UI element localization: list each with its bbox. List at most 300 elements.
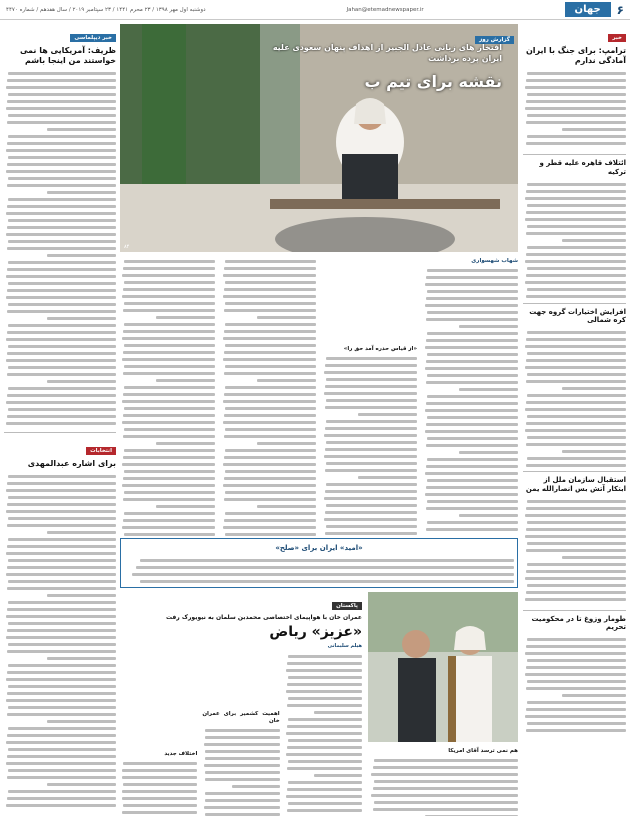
text-line	[326, 441, 417, 444]
text-line	[527, 500, 626, 503]
text-line	[374, 780, 518, 783]
text-line	[427, 311, 518, 314]
text-line	[526, 338, 626, 341]
text-line	[525, 107, 626, 110]
lower-col-1	[285, 651, 362, 816]
text-line	[526, 591, 626, 594]
text-line	[123, 477, 215, 480]
text-line	[7, 289, 116, 292]
text-line	[204, 743, 280, 746]
text-line	[124, 260, 215, 263]
text-line	[47, 783, 116, 786]
text-line	[224, 456, 316, 459]
left-tag-1: خبر دیپلماسی	[70, 34, 116, 42]
text-line	[425, 409, 518, 412]
text-line	[6, 804, 116, 807]
text-line	[224, 288, 316, 291]
article-byline: شهاب شهسواری	[471, 258, 518, 264]
text-line	[7, 650, 116, 653]
text-line	[326, 420, 417, 423]
text-line	[6, 86, 116, 89]
text-line	[562, 128, 626, 131]
text-line	[8, 559, 116, 562]
text-line	[427, 332, 518, 335]
text-line	[526, 464, 626, 467]
text-line	[527, 352, 626, 355]
lower-headline-2: «عزیز» ریاض	[269, 623, 362, 640]
text-line	[7, 310, 116, 313]
text-line	[224, 435, 316, 438]
info-box-title: «امید» ایران برای «صلح»	[275, 544, 363, 552]
text-line	[425, 430, 518, 433]
text-line	[526, 687, 626, 690]
text-line	[123, 435, 215, 438]
text-line	[223, 484, 316, 487]
text-line	[525, 535, 626, 538]
right-body-1	[523, 68, 626, 150]
text-line	[527, 659, 626, 662]
text-line	[325, 427, 417, 430]
text-line	[526, 121, 626, 124]
article-col-4	[120, 256, 215, 536]
text-line	[325, 385, 417, 388]
text-line	[324, 518, 417, 521]
text-line	[156, 505, 215, 508]
article-col-1	[423, 256, 518, 536]
text-line	[286, 753, 362, 756]
text-line	[122, 790, 197, 793]
text-line	[223, 421, 316, 424]
text-line	[527, 246, 626, 249]
text-line	[8, 517, 116, 520]
text-line	[527, 394, 626, 397]
text-line	[6, 762, 116, 765]
text-line	[7, 797, 116, 800]
text-line	[358, 476, 417, 479]
text-line	[373, 766, 519, 769]
text-line	[373, 808, 519, 811]
text-line	[425, 472, 518, 475]
text-line	[288, 718, 362, 721]
text-line	[122, 400, 215, 403]
text-line	[156, 316, 215, 319]
main-column	[120, 24, 518, 816]
top-bar	[0, 0, 630, 20]
text-line	[124, 491, 215, 494]
text-line	[132, 573, 514, 576]
text-line	[123, 309, 215, 312]
text-line	[223, 274, 316, 277]
text-line	[526, 79, 626, 82]
right-body-2	[523, 179, 626, 299]
text-line	[426, 507, 518, 510]
text-line	[8, 72, 116, 75]
hero-headline: نقشه برای تیم ب	[364, 72, 502, 91]
text-line	[123, 456, 215, 459]
text-line	[374, 759, 518, 762]
hero-caption: ۸۴	[124, 244, 130, 250]
section-label: جهان	[565, 2, 611, 17]
text-line	[257, 442, 316, 445]
text-line	[7, 142, 116, 145]
text-line	[286, 690, 362, 693]
lower-headline-1: عمران خان با هواپیمای اختصاصی محمدبن سلمان به نیویورک رفت	[166, 614, 362, 621]
text-line	[225, 365, 316, 368]
right-body-4	[523, 496, 626, 606]
text-line	[224, 393, 316, 396]
text-line	[122, 769, 197, 772]
text-line	[6, 636, 116, 639]
text-line	[123, 267, 215, 270]
text-line	[124, 302, 215, 305]
text-line	[225, 470, 316, 473]
text-line	[6, 422, 116, 425]
text-line	[8, 177, 116, 180]
text-line	[526, 528, 626, 531]
text-line	[124, 281, 215, 284]
text-line	[122, 421, 215, 424]
text-line	[123, 351, 215, 354]
text-line	[224, 519, 316, 522]
text-line	[205, 792, 279, 795]
text-line	[7, 776, 116, 779]
text-line	[7, 566, 116, 569]
text-line	[7, 163, 116, 166]
text-line	[324, 455, 417, 458]
lower-byline: هیلم سلیمانی	[327, 643, 362, 649]
text-line	[6, 275, 116, 278]
text-line	[6, 552, 116, 555]
text-line	[7, 268, 116, 271]
left-column	[4, 24, 116, 816]
text-line	[8, 387, 116, 390]
text-line	[426, 402, 518, 405]
text-line	[426, 444, 518, 447]
text-line	[225, 344, 316, 347]
text-line	[324, 434, 417, 437]
text-line	[140, 559, 514, 562]
text-line	[47, 380, 116, 383]
text-line	[47, 254, 116, 257]
text-line	[8, 664, 116, 667]
text-line	[123, 330, 215, 333]
text-line	[459, 325, 518, 328]
text-line	[6, 741, 116, 744]
text-line	[427, 269, 518, 272]
text-line	[427, 416, 518, 419]
text-line	[526, 729, 626, 732]
text-line	[287, 788, 362, 791]
text-line	[223, 526, 316, 529]
article-col-2	[322, 256, 417, 536]
text-line	[8, 303, 116, 306]
text-line	[8, 475, 116, 478]
text-line	[526, 100, 626, 103]
text-line	[8, 643, 116, 646]
text-line	[427, 395, 518, 398]
text-line	[7, 184, 116, 187]
text-line	[287, 746, 362, 749]
text-line	[122, 463, 215, 466]
text-line	[6, 107, 116, 110]
text-line	[123, 762, 197, 765]
text-line	[122, 337, 215, 340]
article-subhead: «از قیاس حذره آمد حق را»	[343, 346, 417, 352]
text-line	[287, 725, 362, 728]
text-line	[122, 484, 215, 487]
text-line	[47, 317, 116, 320]
text-line	[426, 528, 518, 531]
text-line	[225, 323, 316, 326]
text-line	[7, 503, 116, 506]
text-line	[8, 261, 116, 264]
text-line	[373, 787, 519, 790]
text-line	[6, 615, 116, 618]
lower-story	[120, 592, 362, 816]
text-line	[286, 795, 362, 798]
text-line	[525, 197, 626, 200]
text-line	[257, 505, 316, 508]
text-line	[314, 711, 362, 714]
text-line	[224, 414, 316, 417]
text-line	[47, 191, 116, 194]
lower-sub-1: اهمیت کشمیر برای عمران خان	[202, 711, 280, 724]
text-line	[7, 205, 116, 208]
left-headline-2: برای اشاره عبدالمهدی	[27, 459, 116, 468]
right-headline-3: افزایش اختیارات گروه جهت کره شمالی	[529, 307, 626, 325]
text-line	[223, 295, 316, 298]
text-line	[123, 372, 215, 375]
text-line	[426, 318, 518, 321]
text-line	[425, 815, 518, 816]
text-line	[314, 774, 362, 777]
text-line	[124, 344, 215, 347]
text-line	[257, 316, 316, 319]
text-line	[426, 360, 518, 363]
text-line	[8, 748, 116, 751]
text-line	[325, 490, 417, 493]
text-line	[224, 309, 316, 312]
text-line	[527, 135, 626, 138]
text-line	[224, 372, 316, 375]
left-tag-2: انتخابات	[86, 447, 116, 455]
text-line	[124, 407, 215, 410]
text-line	[124, 449, 215, 452]
text-line	[427, 374, 518, 377]
text-line	[427, 458, 518, 461]
text-line	[326, 525, 417, 528]
email[interactable]: Jahan@etemadnewspaper.ir	[346, 6, 424, 13]
text-line	[371, 794, 518, 797]
text-line	[288, 802, 362, 805]
text-line	[427, 437, 518, 440]
text-line	[525, 218, 626, 221]
text-line	[526, 443, 626, 446]
text-line	[123, 783, 197, 786]
text-line	[6, 233, 116, 236]
text-line	[7, 587, 116, 590]
text-line	[288, 655, 362, 658]
hero-photo	[120, 24, 518, 252]
text-line	[224, 477, 316, 480]
text-line	[7, 247, 116, 250]
text-line	[525, 281, 626, 284]
text-line	[8, 685, 116, 688]
text-line	[225, 512, 316, 515]
text-line	[526, 253, 626, 256]
lower-sub-2: اختلاف جدید	[164, 751, 198, 757]
text-line	[123, 288, 215, 291]
text-line	[123, 393, 215, 396]
text-line	[326, 504, 417, 507]
text-line	[7, 692, 116, 695]
text-line	[6, 170, 116, 173]
text-line	[8, 580, 116, 583]
text-line	[425, 367, 518, 370]
text-line	[527, 288, 626, 291]
text-line	[225, 302, 316, 305]
hero-subhead: افتخار های زبانی عادل الجبیر از اهداف پنهان سعودی علیه ایران پرده برداشت	[272, 43, 502, 64]
text-line	[6, 149, 116, 152]
text-line	[7, 671, 116, 674]
text-line	[8, 282, 116, 285]
text-line	[526, 549, 626, 552]
lower-photo-art	[368, 592, 518, 742]
text-line	[7, 226, 116, 229]
text-line	[525, 366, 626, 369]
text-line	[124, 365, 215, 368]
text-line	[527, 701, 626, 704]
right-body-5	[523, 634, 626, 734]
text-line	[286, 669, 362, 672]
text-line	[6, 510, 116, 513]
text-line	[223, 337, 316, 340]
text-line	[527, 680, 626, 683]
text-line	[7, 331, 116, 334]
text-line	[224, 351, 316, 354]
text-line	[526, 708, 626, 711]
text-line	[325, 364, 417, 367]
text-line	[8, 198, 116, 201]
text-line	[8, 135, 116, 138]
right-headline-4: استقبال سازمان ملل از ابتکار آتش بس انصارالله یمن	[525, 476, 626, 493]
text-line	[526, 507, 626, 510]
text-line	[6, 489, 116, 492]
text-line	[427, 353, 518, 356]
text-line	[124, 533, 215, 536]
text-line	[7, 79, 116, 82]
text-line	[8, 366, 116, 369]
text-line	[6, 296, 116, 299]
text-line	[8, 408, 116, 411]
text-line	[427, 290, 518, 293]
text-line	[224, 498, 316, 501]
text-line	[7, 734, 116, 737]
text-line	[526, 359, 626, 362]
text-line	[7, 394, 116, 397]
text-line	[426, 465, 518, 468]
text-line	[6, 359, 116, 362]
text-line	[124, 512, 215, 515]
text-line	[6, 573, 116, 576]
text-line	[526, 142, 626, 145]
text-line	[526, 295, 626, 298]
text-line	[527, 72, 626, 75]
text-line	[124, 428, 215, 431]
text-line	[525, 408, 626, 411]
text-line	[7, 482, 116, 485]
text-line	[6, 338, 116, 341]
text-line	[136, 566, 514, 569]
text-line	[288, 781, 362, 784]
text-line	[8, 601, 116, 604]
info-box	[120, 538, 518, 588]
text-line	[526, 422, 626, 425]
text-line	[205, 736, 280, 739]
right-headline-1: ترامپ: برای جنگ با ایران آمادگی ندارم	[525, 46, 626, 65]
text-line	[287, 809, 362, 812]
text-line	[225, 449, 316, 452]
lower-tag: پاکستان	[332, 602, 362, 610]
lower-col-2	[202, 651, 279, 816]
text-line	[427, 521, 518, 524]
text-line	[326, 378, 417, 381]
text-line	[205, 813, 279, 816]
text-line	[459, 451, 518, 454]
text-line	[223, 400, 316, 403]
text-line	[526, 570, 626, 573]
text-line	[8, 706, 116, 709]
text-line	[7, 100, 116, 103]
article-col-3	[221, 256, 316, 536]
text-line	[225, 491, 316, 494]
text-line	[527, 415, 626, 418]
text-line	[122, 358, 215, 361]
text-line	[562, 556, 626, 559]
text-line	[123, 414, 215, 417]
text-line	[326, 462, 417, 465]
text-line	[205, 757, 280, 760]
text-line	[223, 358, 316, 361]
text-line	[326, 399, 417, 402]
text-line	[426, 276, 518, 279]
text-line	[257, 379, 316, 382]
right-tag: خبر	[608, 34, 626, 42]
text-line	[8, 496, 116, 499]
text-line	[122, 811, 197, 814]
text-line	[527, 225, 626, 228]
text-line	[525, 345, 626, 348]
hero-tag: گزارش روز	[475, 36, 514, 44]
text-line	[525, 429, 626, 432]
text-line	[122, 526, 215, 529]
text-line	[123, 498, 215, 501]
text-line	[204, 764, 280, 767]
text-line	[324, 392, 417, 395]
text-line	[224, 267, 316, 270]
text-line	[325, 511, 417, 514]
page-number: ۶	[616, 2, 624, 17]
text-line	[122, 295, 215, 298]
right-column	[523, 24, 626, 816]
text-line	[525, 598, 626, 601]
text-line	[7, 713, 116, 716]
text-line	[123, 519, 215, 522]
text-line	[288, 676, 362, 679]
left-body-1	[4, 68, 116, 428]
text-line	[426, 423, 518, 426]
text-line	[525, 514, 626, 517]
